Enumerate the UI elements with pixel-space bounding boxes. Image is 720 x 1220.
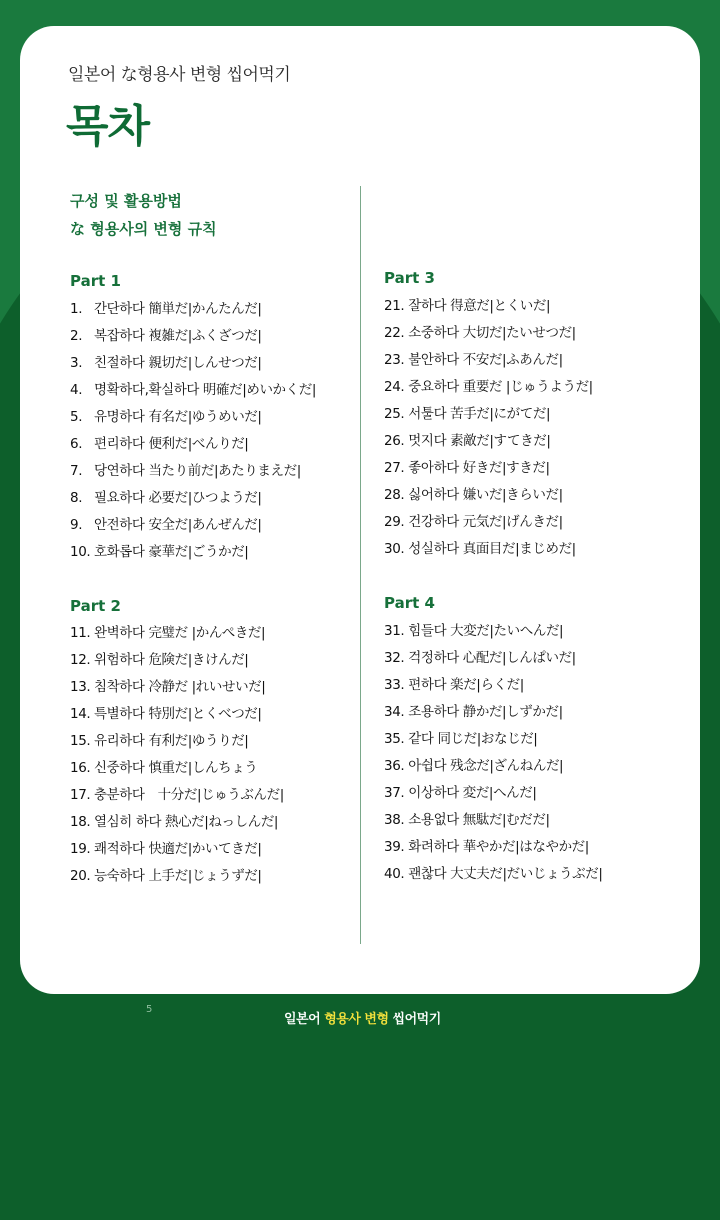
toc-entry-number: 11.	[70, 625, 91, 641]
toc-entry-label: 복잡하다 複雑だ|ふくざつだ|	[94, 328, 262, 344]
toc-entry-label: 조용하다 静かだ|しずかだ|	[408, 704, 563, 720]
toc-entry-label: 편리하다 便利だ|べんりだ|	[94, 436, 249, 452]
footer-brand-suffix: 씹어먹기	[388, 1012, 441, 1027]
toc-entry-number: 31.	[384, 623, 405, 639]
toc-entry-label: 걱정하다 心配だ|しんぱいだ|	[408, 650, 576, 666]
toc-entry-label: 명확하다,확실하다 明確だ|めいかくだ|	[94, 382, 317, 398]
toc-entry-label: 편하다 楽だ|らくだ|	[408, 677, 524, 693]
toc-entry-number: 16.	[70, 760, 91, 776]
intro-link-usage[interactable]: 구성 및 활용방법	[70, 192, 182, 210]
toc-entry-number: 1.	[70, 301, 83, 317]
toc-entry[interactable]	[384, 509, 593, 536]
footer-brand-highlight: 형용사 변형	[324, 1012, 389, 1027]
toc-entry-label: 열심히 하다 熱心だ|ねっしんだ|	[94, 814, 279, 830]
toc-entry-number: 21.	[384, 298, 405, 314]
toc-entry-number: 22.	[384, 325, 405, 341]
toc-entry-label: 힘들다 大変だ|たいへんだ|	[408, 623, 564, 639]
part-1-list	[70, 296, 316, 566]
toc-entry-number: 20.	[70, 868, 91, 884]
toc-entry[interactable]	[384, 374, 593, 401]
toc-entry[interactable]	[70, 701, 284, 728]
page-title: 목차	[66, 101, 150, 152]
toc-entry-number: 3.	[70, 355, 83, 371]
toc-entry-number: 7.	[70, 463, 83, 479]
part-3-list	[384, 293, 593, 563]
toc-entry[interactable]	[70, 782, 284, 809]
toc-entry-number: 32.	[384, 650, 405, 666]
footer-brand	[284, 1008, 441, 1027]
toc-entry[interactable]	[70, 458, 316, 485]
toc-entry-number: 18.	[70, 814, 91, 830]
toc-entry-label: 성실하다 真面目だ|まじめだ|	[408, 541, 576, 557]
toc-entry[interactable]	[70, 728, 284, 755]
toc-entry[interactable]	[384, 672, 603, 699]
toc-entry-label: 위험하다 危険だ|きけんだ|	[94, 652, 249, 668]
toc-entry[interactable]	[384, 293, 593, 320]
toc-entry-number: 15.	[70, 733, 91, 749]
toc-entry-label: 호화롭다 豪華だ|ごうかだ|	[94, 544, 249, 560]
toc-entry-label: 쾌적하다 快適だ|かいてきだ|	[94, 841, 262, 857]
toc-entry-label: 능숙하다 上手だ|じょうずだ|	[94, 868, 262, 884]
footer-brand-prefix: 일본어	[284, 1012, 325, 1027]
page-number: 5	[146, 1004, 153, 1015]
toc-entry[interactable]	[384, 780, 603, 807]
toc-entry-label: 안전하다 安全だ|あんぜんだ|	[94, 517, 262, 533]
toc-entry[interactable]	[70, 674, 284, 701]
toc-entry-label: 이상하다 変だ|へんだ|	[408, 785, 537, 801]
toc-entry-label: 잘하다 得意だ|とくいだ|	[408, 298, 551, 314]
toc-entry-label: 특별하다 特別だ|とくべつだ|	[94, 706, 262, 722]
toc-entry-number: 8.	[70, 490, 83, 506]
toc-entry[interactable]	[384, 753, 603, 780]
toc-entry-label: 친절하다 親切だ|しんせつだ|	[94, 355, 262, 371]
toc-entry-label: 간단하다 簡単だ|かんたんだ|	[94, 301, 262, 317]
toc-entry-number: 33.	[384, 677, 405, 693]
toc-entry[interactable]	[70, 863, 284, 890]
part-3-heading: Part 3	[384, 269, 435, 287]
toc-entry-number: 9.	[70, 517, 83, 533]
toc-entry-number: 24.	[384, 379, 405, 395]
toc-entry-number: 25.	[384, 406, 405, 422]
column-divider	[360, 186, 361, 944]
toc-entry-number: 37.	[384, 785, 405, 801]
toc-entry-label: 화려하다 華やかだ|はなやかだ|	[408, 839, 589, 855]
toc-entry-label: 신중하다 慎重だ|しんちょう	[94, 760, 258, 776]
toc-entry-number: 17.	[70, 787, 91, 803]
toc-entry[interactable]	[384, 455, 593, 482]
toc-entry-number: 2.	[70, 328, 83, 344]
toc-entry-label: 필요하다 必要だ|ひつようだ|	[94, 490, 262, 506]
toc-entry[interactable]	[70, 539, 316, 566]
toc-entry-number: 14.	[70, 706, 91, 722]
toc-entry[interactable]	[384, 618, 603, 645]
toc-entry[interactable]	[70, 404, 316, 431]
toc-entry[interactable]	[384, 861, 603, 888]
toc-entry[interactable]	[384, 807, 603, 834]
toc-entry-number: 19.	[70, 841, 91, 857]
part-4-heading: Part 4	[384, 594, 435, 612]
toc-entry[interactable]	[384, 347, 593, 374]
book-subtitle: 일본어 な형용사 변형 씹어먹기	[68, 65, 291, 85]
part-2-heading: Part 2	[70, 597, 121, 615]
toc-entry[interactable]	[70, 350, 316, 377]
toc-entry-number: 13.	[70, 679, 91, 695]
toc-entry-number: 39.	[384, 839, 405, 855]
toc-entry[interactable]	[384, 482, 593, 509]
toc-entry[interactable]	[384, 645, 603, 672]
toc-entry[interactable]	[70, 323, 316, 350]
toc-entry[interactable]	[70, 836, 284, 863]
toc-entry-label: 아쉽다 残念だ|ざんねんだ|	[408, 758, 564, 774]
page-card	[20, 26, 700, 994]
toc-entry-number: 28.	[384, 487, 405, 503]
toc-entry-number: 40.	[384, 866, 405, 882]
toc-entry-label: 유명하다 有名だ|ゆうめいだ|	[94, 409, 262, 425]
toc-entry[interactable]	[384, 320, 593, 347]
toc-entry[interactable]	[384, 726, 603, 753]
toc-entry-label: 충분하다 十分だ|じゅうぶんだ|	[94, 787, 284, 803]
toc-entry-number: 27.	[384, 460, 405, 476]
toc-entry-number: 30.	[384, 541, 405, 557]
toc-entry-label: 완벽하다 完璧だ |かんぺきだ|	[94, 625, 266, 641]
toc-entry-number: 36.	[384, 758, 405, 774]
toc-entry[interactable]	[70, 809, 284, 836]
toc-entry[interactable]	[384, 401, 593, 428]
toc-entry[interactable]	[384, 428, 593, 455]
toc-entry-number: 6.	[70, 436, 83, 452]
toc-entry-label: 멋지다 素敵だ|すてきだ|	[408, 433, 551, 449]
toc-entry-number: 38.	[384, 812, 405, 828]
part-1-heading: Part 1	[70, 272, 121, 290]
toc-entry[interactable]	[70, 647, 284, 674]
toc-entry[interactable]	[70, 485, 316, 512]
toc-entry[interactable]	[70, 431, 316, 458]
part-2-list	[70, 620, 284, 890]
toc-entry-label: 유리하다 有利だ|ゆうりだ|	[94, 733, 249, 749]
toc-entry-label: 침착하다 冷静だ |れいせいだ|	[94, 679, 266, 695]
toc-entry-label: 건강하다 元気だ|げんきだ|	[408, 514, 563, 530]
toc-entry-label: 같다 同じだ|おなじだ|	[408, 731, 538, 747]
toc-entry-number: 5.	[70, 409, 83, 425]
toc-entry-label: 좋아하다 好きだ|すきだ|	[408, 460, 550, 476]
toc-entry-label: 중요하다 重要だ |じゅうようだ|	[408, 379, 593, 395]
toc-entry-label: 당연하다 当たり前だ|あたりまえだ|	[94, 463, 301, 479]
toc-entry[interactable]	[384, 536, 593, 563]
toc-entry-label: 불안하다 不安だ|ふあんだ|	[408, 352, 563, 368]
toc-entry-number: 29.	[384, 514, 405, 530]
toc-entry-label: 괜찮다 大丈夫だ|だいじょうぶだ|	[408, 866, 603, 882]
toc-entry-number: 10.	[70, 544, 91, 560]
toc-entry-label: 서툴다 苦手だ|にがてだ|	[408, 406, 551, 422]
part-4-list	[384, 618, 603, 888]
toc-entry[interactable]	[70, 296, 316, 323]
toc-entry-number: 26.	[384, 433, 405, 449]
toc-entry[interactable]	[384, 699, 603, 726]
toc-entry-number: 4.	[70, 382, 83, 398]
toc-entry[interactable]	[70, 377, 316, 404]
toc-entry-label: 싫어하다 嫌いだ|きらいだ|	[408, 487, 563, 503]
toc-entry-label: 소중하다 大切だ|たいせつだ|	[408, 325, 576, 341]
toc-entry-number: 12.	[70, 652, 91, 668]
toc-entry-number: 23.	[384, 352, 405, 368]
toc-entry[interactable]	[384, 834, 603, 861]
intro-link-rules[interactable]: な 형용사의 변형 규칙	[70, 220, 217, 238]
toc-entry[interactable]	[70, 755, 284, 782]
toc-entry-number: 34.	[384, 704, 405, 720]
toc-entry[interactable]	[70, 620, 284, 647]
toc-entry[interactable]	[70, 512, 316, 539]
toc-entry-label: 소용없다 無駄だ|むだだ|	[408, 812, 550, 828]
toc-entry-number: 35.	[384, 731, 405, 747]
